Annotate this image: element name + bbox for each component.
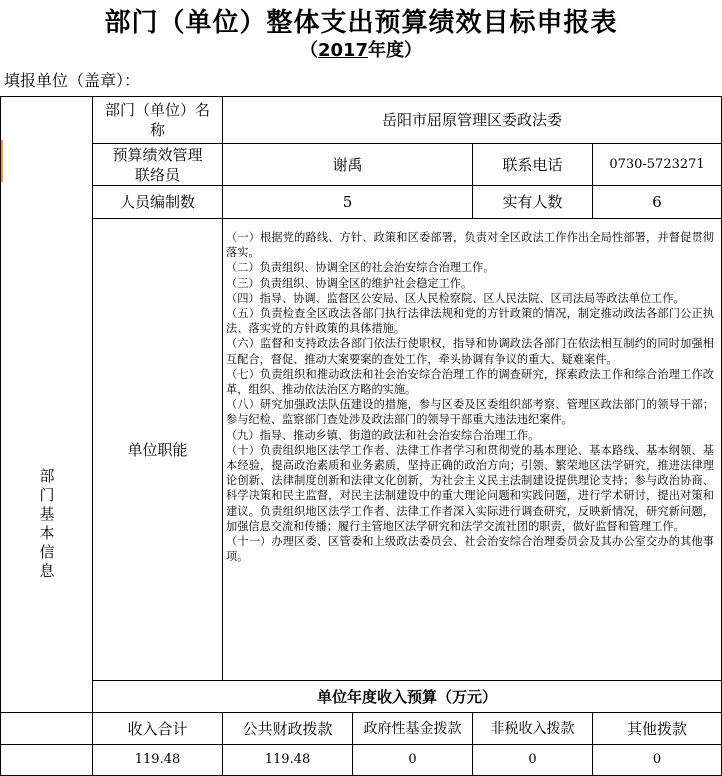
year-value: 2017 <box>317 40 369 61</box>
phone-value[interactable]: 0730-5723271 <box>609 156 705 172</box>
budget-heading: 单位年度收入预算（万元） <box>316 687 497 706</box>
section-label-text: 部门基本信息 <box>37 468 56 582</box>
staff-quota-label: 人员编制数 <box>119 193 195 211</box>
actual-staff-value[interactable]: 6 <box>652 193 662 211</box>
contact-person-label: 预算绩效管理联络员 <box>112 145 203 184</box>
contact-person-value[interactable]: 谢禹 <box>332 155 363 174</box>
duty-item: （二）负责组织、协调全区的社会治安综合治理工作。 <box>226 261 495 275</box>
phone-label: 联系电话 <box>502 155 563 174</box>
year-close: 年度） <box>368 40 423 61</box>
duties-text[interactable] <box>226 230 714 564</box>
duties-label: 单位职能 <box>127 440 188 459</box>
duty-item: （十）负责组织地区法学工作者、法律工作者学习和贯彻党的基本理论、基本路线、基本纲领、基本经验，提高政治素质和业务素质，坚持正确的政治方向；引领、繁荣地区法学研究，推进法律理论创新、法律制度创新和法律文化创新，为社会主义民主法制建设提供理论支持；参与政治协商、科学决策和民主监督，对民主法制建设中的重大理论问题和实践问题，进行学术研讨，提出对策和建议。负责组织地区法学工作者、法律工作者深入实际进行调查研究，反映新情况，研究新问题，加强信息交流和传播；履行主管地区法学研究和法学交流社团的职责，做好监督和管理工作。 <box>226 443 714 533</box>
year-open: （ <box>299 40 318 61</box>
budget-col-other: 其他拨款 <box>626 719 687 738</box>
duty-item: （五）负责检查全区政法各部门执行法律法规和党的方针政策的情况，制定推动政法各部门公正执法、落实党的方针政策的具体措施。 <box>226 307 714 336</box>
duty-item: （八）研究加强政法队伍建设的措施，参与区委及区委组织部考察、管理区政法部门的领导干部；参与纪检、监察部门查处涉及政法部门的领导干部重大违法违纪案件。 <box>226 398 714 427</box>
budget-value-non-tax[interactable]: 0 <box>528 752 537 767</box>
budget-col-gov-fund: 政府性基金拨款 <box>363 720 462 737</box>
form-title: 部门（单位）整体支出预算绩效目标申报表 <box>104 8 618 38</box>
budget-value-gov-fund[interactable]: 0 <box>408 752 417 767</box>
dept-name-value[interactable]: 岳阳市屈原管理区委政法委 <box>381 111 562 129</box>
filler-unit-label: 填报单位（盖章）： <box>4 71 141 90</box>
duty-item: （九）指导、推动乡镇、街道的政法和社会治安综合治理工作。 <box>226 428 540 442</box>
duty-item: （四）指导、协调、监督区公安局、区人民检察院、区人民法院、区司法局等政法单位工作。 <box>226 291 685 305</box>
dept-name-label: 部门（单位）名称 <box>105 101 211 139</box>
budget-value-other[interactable]: 0 <box>652 752 662 767</box>
budget-col-non-tax: 非税收入拨款 <box>490 720 575 737</box>
staff-quota-value[interactable]: 5 <box>342 193 353 211</box>
duty-item: （一）根据党的路线、方针、政策和区委部署，负责对全区政法工作作出全局性部署，并督促贯彻落实。 <box>226 231 714 260</box>
table-left-border <box>0 96 1 776</box>
fiscal-year <box>0 36 722 62</box>
duty-item: （六）监督和支持政法各部门依法行使职权，指导和协调政法各部门在依法相互制约的同时加强相互配合，督促、推动大案要案的查处工作，牵头协调有争议的重大、疑难案件。 <box>226 337 714 366</box>
actual-staff-label: 实有人数 <box>502 193 563 211</box>
duty-item: （七）负责组织和推动政法和社会治安综合治理工作的调查研究，探索政法工作和综合治理工作改革，组织、推动依法治区方略的实施。 <box>226 367 714 397</box>
budget-value-total[interactable]: 119.48 <box>134 752 181 767</box>
budget-col-total: 收入合计 <box>127 719 188 738</box>
duty-item: （十一）办理区委、区管委和上级政法委员会、社会治安综合治理委员会及其办公室交办的其他事项。 <box>226 535 714 564</box>
section-label <box>1 440 92 610</box>
duty-item: （三）负责组织、协调全区的维护社会稳定工作。 <box>226 276 473 290</box>
budget-value-public-finance[interactable]: 119.48 <box>264 752 311 767</box>
budget-col-public-finance: 公共财政拨款 <box>242 719 333 738</box>
